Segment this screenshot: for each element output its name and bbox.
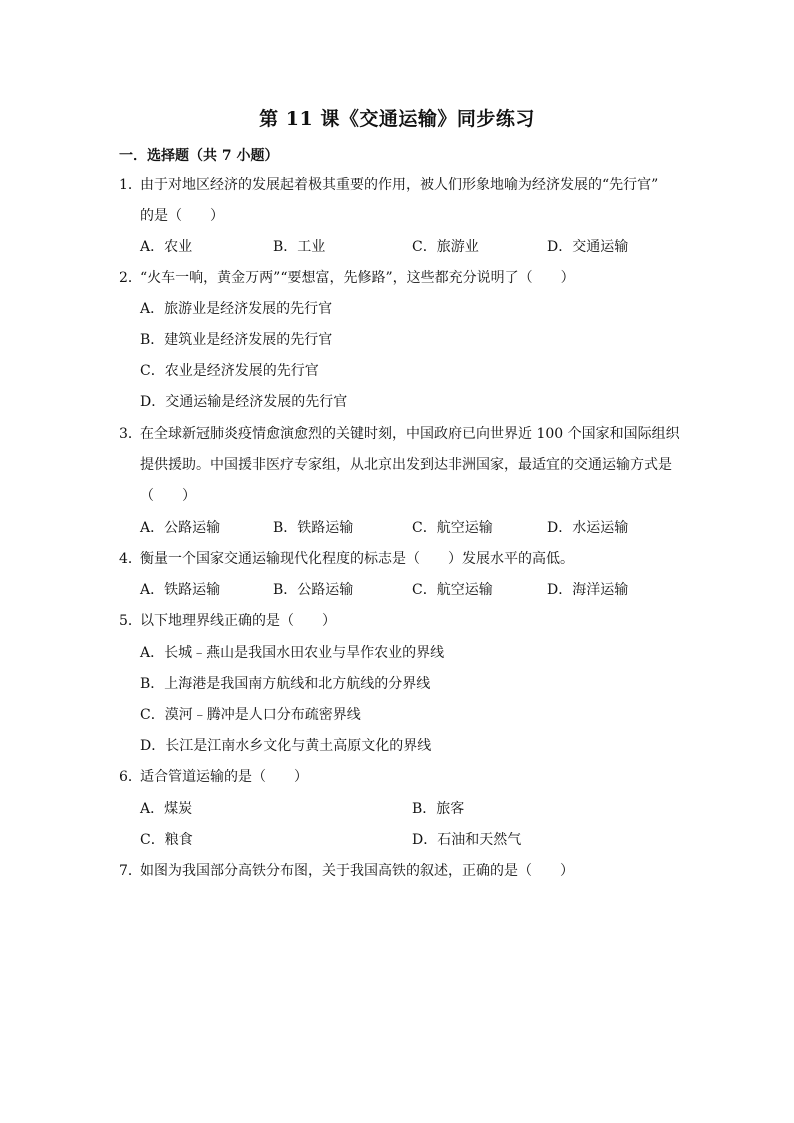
option-c: C．旅游业 <box>412 239 479 255</box>
question-number: 1． <box>119 177 142 193</box>
option-a: A．公路运输 <box>140 520 221 536</box>
option-b: B．工业 <box>273 239 326 255</box>
question-number: 6． <box>119 769 142 785</box>
option-a: A．煤炭 <box>140 801 193 817</box>
question-number: 4． <box>119 551 142 567</box>
section-heading: 一．选择题（共 7 小题） <box>119 148 279 164</box>
question-stem: （ ） <box>140 488 196 504</box>
question-stem: 以下地理界线正确的是（ ） <box>140 613 336 629</box>
option-a: A．农业 <box>140 239 193 255</box>
question-number: 3． <box>119 426 142 442</box>
question-stem: “火车一响，黄金万两”“要想富，先修路”，这些都充分说明了（ ） <box>140 270 575 286</box>
option-b: B．铁路运输 <box>273 520 354 536</box>
option-d: D．石油和天然气 <box>412 832 522 848</box>
question-stem: 适合管道运输的是（ ） <box>140 769 308 785</box>
question-stem: 的是（ ） <box>140 208 224 224</box>
option-d: D．交通运输是经济发展的先行官 <box>140 394 348 410</box>
question-stem: 衡量一个国家交通运输现代化程度的标志是（ ）发展水平的高低。 <box>140 551 574 567</box>
document-title: 第 11 课《交通运输》同步练习 <box>259 108 535 130</box>
option-c: C．漠河﹣腾冲是人口分布疏密界线 <box>140 707 361 723</box>
option-c: C．航空运输 <box>412 520 493 536</box>
option-a: A．铁路运输 <box>140 582 221 598</box>
question-number: 2． <box>119 270 142 286</box>
question-stem: 提供援助。中国援非医疗专家组，从北京出发到达非洲国家，最适宜的交通运输方式是 <box>140 457 672 473</box>
question-number: 5． <box>119 613 142 629</box>
option-d: D．交通运输 <box>547 239 629 255</box>
option-d: D．海洋运输 <box>547 582 629 598</box>
question-stem: 如图为我国部分高铁分布图，关于我国高铁的叙述，正确的是（ ） <box>140 863 574 879</box>
option-d: D．长江是江南水乡文化与黄土高原文化的界线 <box>140 738 432 754</box>
option-c: C．农业是经济发展的先行官 <box>140 363 319 379</box>
question-stem: 由于对地区经济的发展起着极其重要的作用，被人们形象地喻为经济发展的“先行官” <box>140 177 659 193</box>
option-d: D．水运运输 <box>547 520 629 536</box>
option-c: C．航空运输 <box>412 582 493 598</box>
option-a: A．旅游业是经济发展的先行官 <box>140 301 333 317</box>
option-a: A．长城﹣燕山是我国水田农业与旱作农业的界线 <box>140 645 445 661</box>
option-b: B．上海港是我国南方航线和北方航线的分界线 <box>140 676 431 692</box>
question-stem: 在全球新冠肺炎疫情愈演愈烈的关键时刻，中国政府已向世界近 100 个国家和国际组织 <box>140 426 680 442</box>
option-c: C．粮食 <box>140 832 193 848</box>
option-b: B．公路运输 <box>273 582 354 598</box>
question-number: 7． <box>119 863 142 879</box>
option-b: B．旅客 <box>412 801 465 817</box>
option-b: B．建筑业是经济发展的先行官 <box>140 332 333 348</box>
